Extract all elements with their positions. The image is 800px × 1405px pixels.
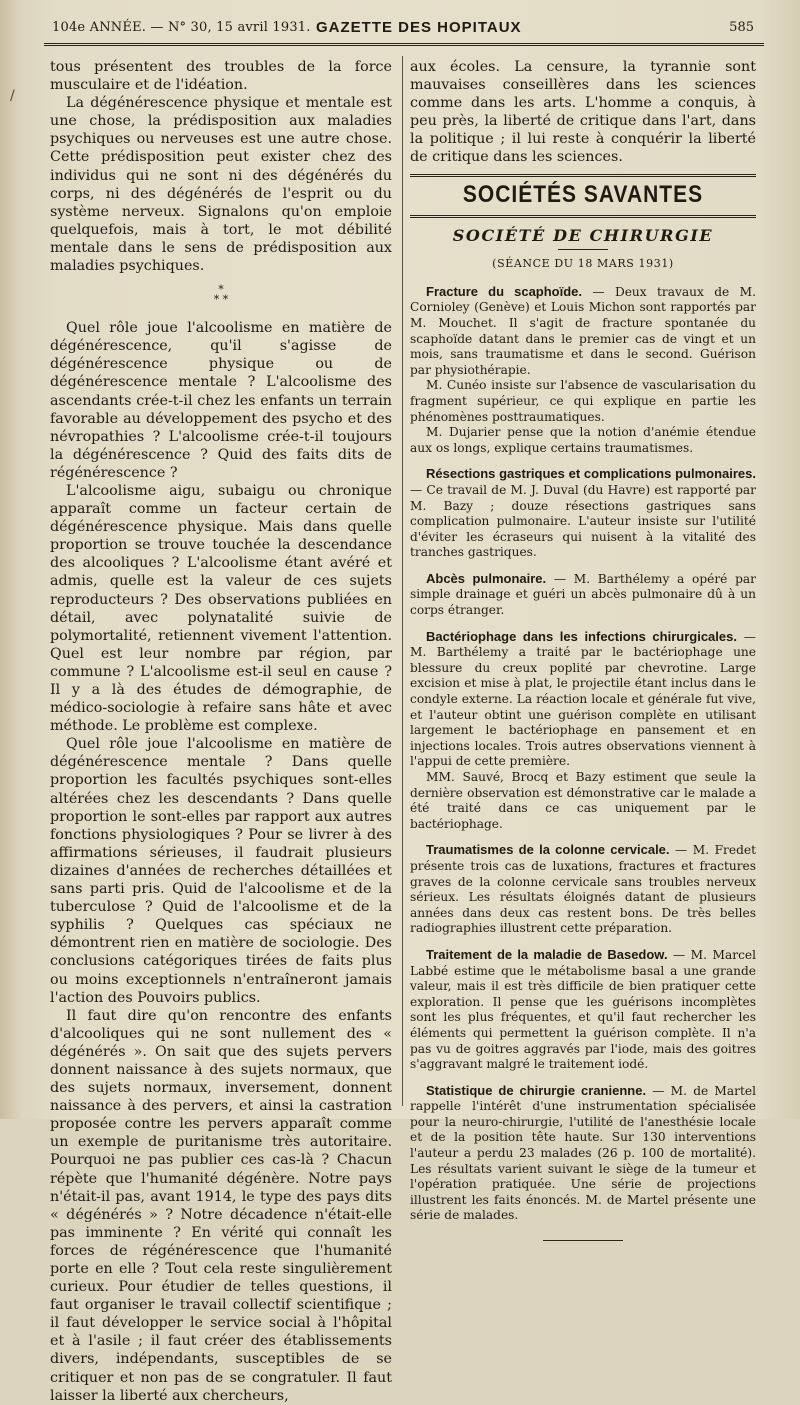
right-column [410, 58, 756, 1241]
article [410, 629, 756, 833]
article-paragraph [410, 842, 756, 937]
paragraph: Quel rôle joue l'alcoolisme en matière de dégénérescence mentale ? Dans quelle proportion les facultés psychiques sont-elles altérées chez les descendants ? Dans quelle proportion le sont-elles par rapport aux autres fonctions physiologiques ? Pour se livrer à des affirmations sérieuses, il faudrait plusieurs dizaines d'années de recherches détaillées et sans parti pris. Quid de l'alcoolisme et de la tuberculose ? Quid de l'alcoolisme et de la syphilis ? Quelques cas spéciaux ne démontrent rien en matière de sociologie. Des conclusions catégoriques tirées de faits plus ou moins exceptionnels n'entraîneront jamais l'action des Pouvoirs publics. [50, 736, 392, 1006]
issue-line: 104e ANNÉE. — N° 30, 15 avril 1931. [52, 20, 311, 35]
article-title: Statistique de chirurgie cranienne. [426, 1082, 647, 1098]
left-column [50, 58, 392, 1405]
article-title: Abcès pulmonaire. [426, 570, 547, 586]
paragraph: tous présentent des troubles de la force musculaire et de l'idéation. [50, 59, 392, 94]
article [410, 947, 756, 1073]
articles-list [410, 284, 756, 1224]
society-rule [558, 249, 608, 250]
article-body: — M. Marcel Labbé estime que le métabolisme basal a une grande valeur, mais il est très difficile de bien pratiquer cette exploration. Il pense que les guérisons incomplètes sont les plus fréquentes, et qu'il faut rechercher les éléments qui permettent la guérison complète. Il n'a pas vu de goitres aggravés par l'iode, mais des goitres s'aggravant malgré le traitement iodé. [410, 947, 757, 1072]
paragraph: Quel rôle joue l'alcoolisme en matière de dégénérescence, qu'il s'agisse de dégénérescence physique ou de dégénérescence mentale ? L'alcoolisme des ascendants crée-t-il chez les enfants un terrain favorable au développement des psycho et des névropathies ? L'alcoolisme crée-t-il toujours la dégénérescence ? Quid des faits dits de régénérescence ? [50, 320, 392, 481]
article-followup: MM. Sauvé, Brocq et Bazy estiment que seule la dernière observation est démonstrative car le malade a été traité dans ce cas uniquement par le bactériophage. [410, 770, 756, 831]
paragraph: L'alcoolisme aigu, subaigu ou chronique apparaît comme un facteur certain de dégénérescence physique. Mais dans quelle proportion se trouve touchée la descendance des alcooliques ? L'alcoolisme étant avéré et admis, quelle est la valeur de ces sujets reproducteurs ? Des observations publiées en détail, avec polynatalité suivie de polymortalité, retiennent vivement l'attention. Quel est leur nombre par région, par commune ? L'alcoolisme est-il seul en cause ? Il y a là des études de démographie, de médico-sociologie à refaire sans hâte et avec méthode. Le problème est complexe. [50, 482, 392, 735]
article-title: Bactériophage dans les infections chirurgicales. [426, 628, 737, 644]
article-paragraph [410, 1083, 756, 1224]
article-body: — M. Fredet présente trois cas de luxations, fractures et fractures graves de la colonne cervicale sans troubles nerveux sérieux. Les résultats éloignés datant de plusieurs années dans deux cas restent bons. De très belles radiographies illustrent cette préparation. [410, 843, 756, 936]
journal-title: GAZETTE DES HOPITAUX [316, 19, 522, 36]
paragraph: Il faut dire qu'on rencontre des enfants d'alcooliques qui ne sont nullement des « dégénérés ». On sait que des sujets pervers donnent naissance à des sujets normaux, que des sujets normaux, inversement, donnent naissance à des pervers, et ainsi la castration proposée contre les pervers apparaît comme un exemple de puritanisme très autoritaire. Pourquoi ne pas publier ces cas-là ? Chacun répète que l'humanité dégénère. Notre pays n'était-il pas, avant 1914, le type des pays dits « dégénérés » ? Notre décadence n'était-elle pas imminente ? En vérité qui connaît les forces de régénérescence que l'humanité porte en elle ? Tout cela reste singulièrement curieux. Pour étudier de telles questions, il faut organiser le travail collectif scientifique ; il faut développer le service social à l'hôpital et à l'asile ; il faut créer des établissements divers, indépendants, susceptibles de se critiquer et non pas de se congratuler. Il faut laisser la liberté aux chercheurs, [50, 1007, 392, 1404]
article-paragraph [410, 284, 756, 379]
article-body: — M. Barthélemy a traité par le bactériophage une blessure du creux poplité par chevrotine. Large excision et mise à plat, le projectile étant inclus dans le condyle externe. La réaction locale et générale fut vive, et l'auteur obtint une guérison complète en utilisant largement le bactériophage en pansement et en injections locales. Trois autres observations viennent à l'appui de cette première. [410, 629, 756, 769]
article [410, 571, 756, 619]
running-header [44, 18, 760, 40]
section-rule [410, 174, 756, 177]
article-body: — M. Barthélemy a opéré par simple drainage et guéri un abcès pulmonaire dû à un corps étranger. [410, 571, 756, 618]
article-title: Traitement de la maladie de Basedow. [426, 946, 668, 962]
article-paragraph [410, 947, 756, 1073]
article-body: — M. de Martel rappelle l'intérêt d'une instrumentation spécialisée pour la neuro-chirurgie, l'utilité de l'anesthésie locale et de la position tête haute. Sur 130 interventions l'auteur a perdu 23 malades (26 p. 100 de mortalité). Les résultats varient suivant le siège de la tumeur et l'opération pratiquée. Une série de projections illustrent les faits énoncés. M. de Martel présente une série de malades. [410, 1083, 756, 1223]
article-body: — Ce travail de M. J. Duval (du Havre) est rapporté par M. Bazy ; douze résections gastriques sans complication pulmonaire. L'auteur insiste sur l'utilité d'éviter les écraseurs qui nuisent à la vitalité des tranches gastriques. [410, 482, 756, 560]
article-title: Résections gastriques et complications pulmonaires. [426, 466, 756, 482]
article [410, 842, 756, 937]
header-rule [44, 43, 764, 46]
article-title: Traumatismes de la colonne cervicale. [426, 842, 670, 858]
article-paragraph [410, 629, 756, 770]
article-paragraph [410, 571, 756, 619]
margin-mark: / [10, 88, 15, 104]
article [410, 466, 756, 561]
star-top: * [218, 283, 224, 297]
session-date: (SÉANCE DU 18 MARS 1931) [492, 257, 674, 271]
article-followup: M. Cunéo insiste sur l'absence de vascularisation du fragment supérieur, ce qui explique en partie les phénomènes posttraumatiques. [410, 378, 756, 424]
article [410, 284, 756, 457]
page-number: 585 [729, 20, 754, 35]
star-bottom: * * [213, 293, 229, 307]
section-stars [50, 285, 392, 305]
article-title: Fracture du scaphoïde. [426, 283, 583, 299]
article-paragraph [410, 466, 756, 561]
article [410, 1083, 756, 1224]
section-rule [410, 215, 756, 218]
article-body: — Deux travaux de M. Cornioley (Genève) et Louis Michon sont rapportés par M. Mouchet. Il s'agit de fracture spontanée du scaphoïde datant dans le premier cas de vingt et un mois, sans traumatisme et dans le second. Guérison par physiothérapie. [410, 284, 756, 377]
paragraph: aux écoles. La censure, la tyrannie sont mauvaises conseillères dans les sciences comme dans les arts. L'homme a conquis, à peu près, la liberté de critique dans l'art, dans la politique ; il lui reste à conquérir la liberté de critique dans les sciences. [410, 59, 756, 165]
column-divider [402, 56, 403, 1106]
society-title: SOCIÉTÉ DE CHIRURGIE [452, 225, 714, 245]
article-followup: M. Dujarier pense que la notion d'anémie étendue aux os longs, explique certains traumatismes. [410, 425, 756, 455]
end-rule [543, 1240, 623, 1241]
section-title: SOCIÉTÉS SAVANTES [462, 181, 704, 208]
paragraph: La dégénérescence physique et mentale est une chose, la prédisposition aux maladies psychiques ou nerveuses est une autre chose. Cette prédisposition peut exister chez des individus qui ne sont ni des dégénérés du corps, ni des dégénérés de l'esprit ou du système nerveux. Signalons qu'on emploie quelquefois, mais à tort, le mot débilité mentale dans le sens de prédisposition aux maladies psychiques. [50, 95, 392, 275]
